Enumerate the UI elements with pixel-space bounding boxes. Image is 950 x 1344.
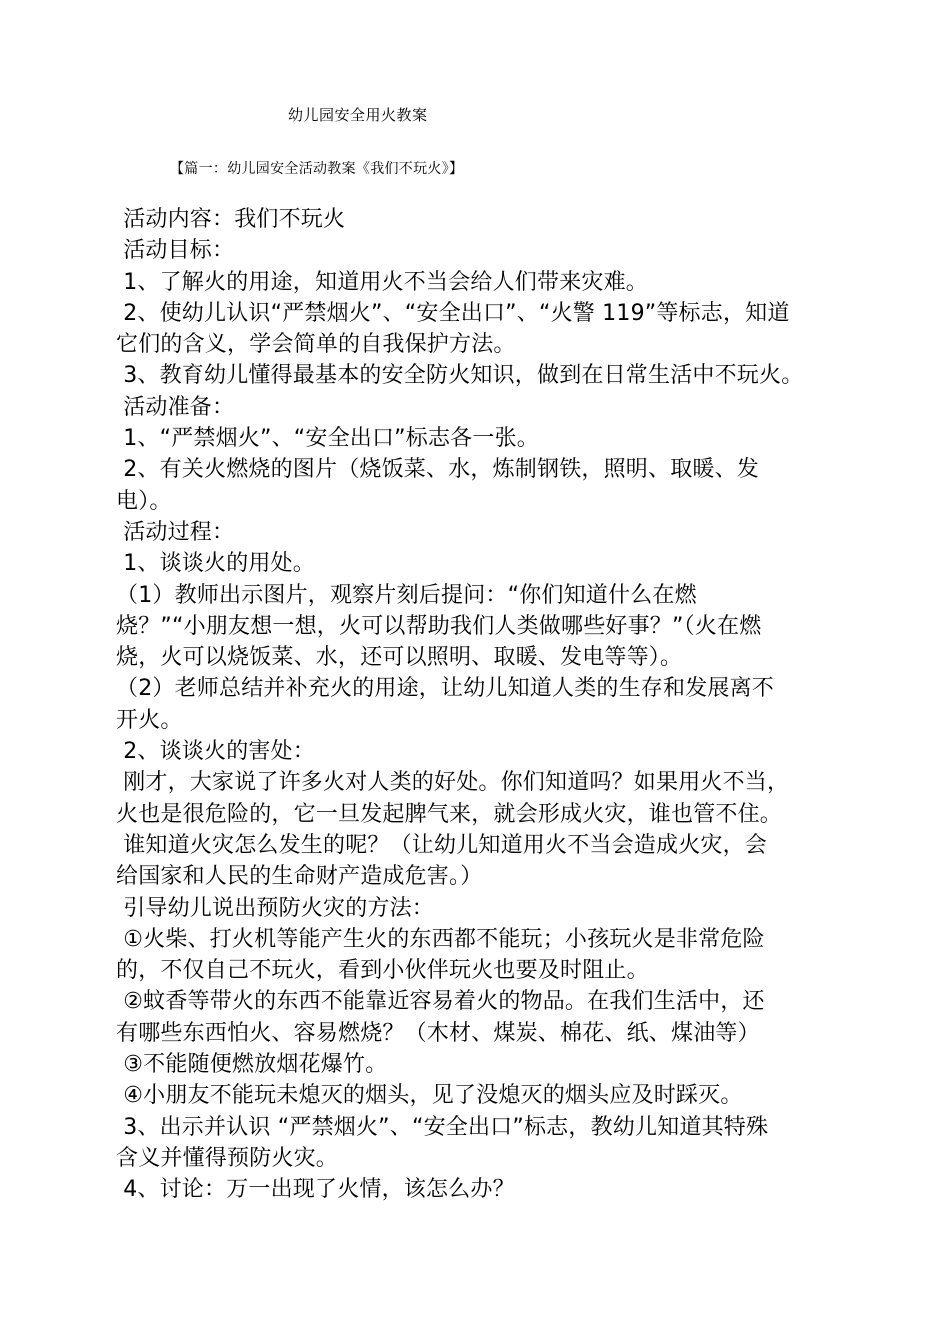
text-line: 1、了解火的用途，知道用火不当会给人们带来灾难。 — [116, 269, 648, 295]
text-line: 它们的含义，学会简单的自我保护方法。 — [116, 332, 516, 358]
text-line: 活动准备： — [116, 394, 235, 420]
text-line: ②蚊香等带火的东西不能靠近容易着火的物品。在我们生活中，还 — [116, 989, 765, 1015]
text-line: 2、有关火燃烧的图片（烧饭菜、水，炼制钢铁，照明、取暖、发 — [116, 457, 759, 483]
text-line: 活动目标： — [116, 238, 235, 264]
text-line: 给国家和人民的生命财产造成危害。） — [116, 864, 483, 890]
text-line: 有哪些东西怕火、容易燃烧？（木材、煤炭、棉花、纸、煤油等） — [116, 1020, 760, 1046]
text-line: （2）老师总结并补充火的用途，让幼儿知道人类的生存和发展离不 — [116, 676, 774, 702]
document-title: 幼儿园安全用火教案 — [288, 106, 428, 124]
section-title: 【篇一：幼儿园安全活动教案《我们不玩火》】 — [170, 161, 464, 177]
text-line: 1、“严禁烟火”、“安全出口”标志各一张。 — [116, 426, 539, 452]
text-line: ④小朋友不能玩未熄灭的烟头，见了没熄灭的烟头应及时踩灭。 — [116, 1083, 743, 1109]
text-line: 烧？”“小朋友想一想，火可以帮助我们人类做哪些好事？”（火在燃 — [116, 613, 762, 639]
text-line: 4、讨论：万一出现了火情，该怎么办？ — [116, 1177, 515, 1203]
text-line: 引导幼儿说出预防火灾的方法： — [116, 895, 434, 921]
text-line: 活动过程： — [116, 519, 235, 545]
text-line: 电）。 — [116, 488, 172, 514]
text-line: 3、教育幼儿懂得最基本的安全防火知识，做到在日常生活中不玩火。 — [116, 363, 804, 389]
text-line: 3、出示并认识 “严禁烟火”、“安全出口”标志，教幼儿知道其特殊 — [116, 1114, 769, 1140]
text-line: 的，不仅自己不玩火，看到小伙伴玩火也要及时阻止。 — [116, 958, 649, 984]
text-line: 2、使幼儿认识“严禁烟火”、“安全出口”、“火警 119”等标志，知道 — [116, 300, 790, 326]
text-line: ③不能随便燃放烟花爆竹。 — [116, 1052, 388, 1078]
text-line: 谁知道火灾怎么发生的呢？（让幼儿知道用火不当会造成火灾，会 — [116, 832, 767, 858]
text-line: ①火柴、打火机等能产生火的东西都不能玩；小孩玩火是非常危险 — [116, 926, 765, 952]
document-body — [116, 204, 876, 1206]
text-line: 烧，火可以烧饭菜、水，还可以照明、取暖、发电等等）。 — [116, 645, 683, 671]
text-line: 活动内容：我们不玩火 — [116, 207, 346, 232]
text-line: （1）教师出示图片，观察片刻后提问：“你们知道什么在燃 — [116, 582, 697, 608]
text-line: 1、谈谈火的用处。 — [116, 551, 315, 577]
text-line: 刚才，大家说了许多火对人类的好处。你们知道吗？如果用火不当， — [116, 770, 790, 796]
text-line: 含义并懂得预防火灾。 — [116, 1145, 339, 1171]
text-line: 开火。 — [116, 707, 183, 733]
text-line: 2、谈谈火的害处： — [116, 739, 315, 765]
text-line: 火也是很危险的，它一旦发起脾气来，就会形成火灾，谁也管不住。 — [116, 801, 783, 827]
